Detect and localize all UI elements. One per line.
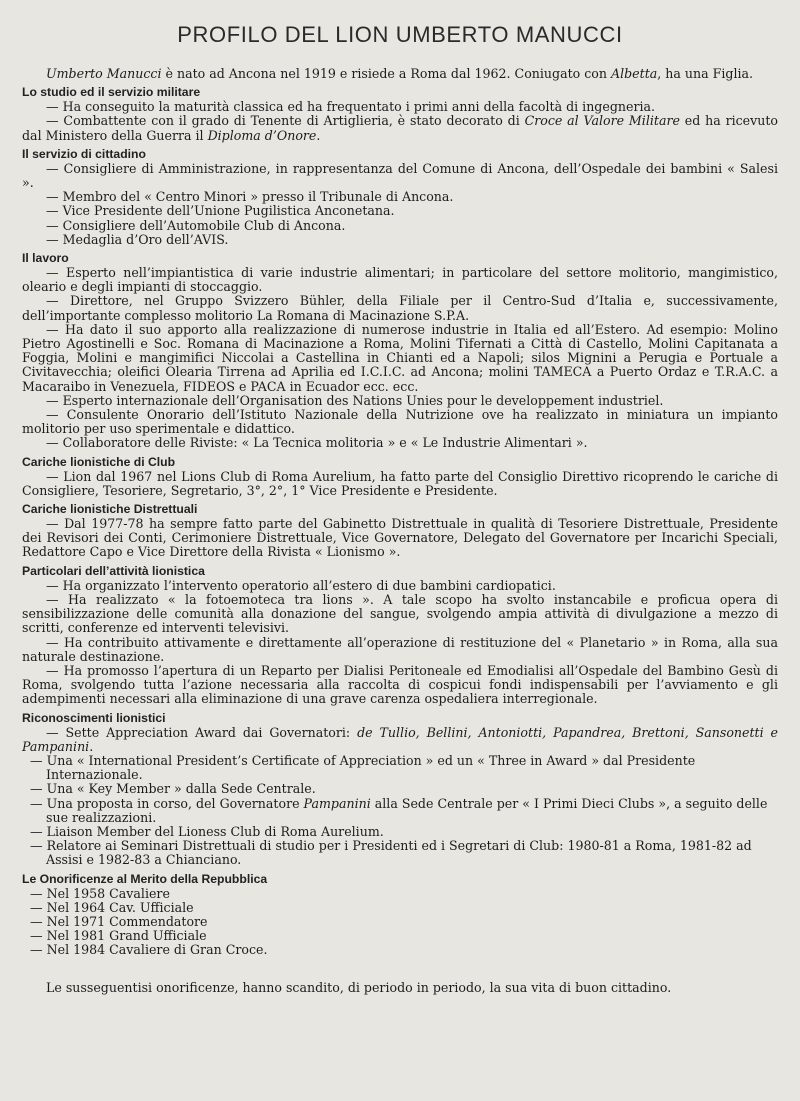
section-item — [22, 190, 778, 204]
section-item — [22, 901, 778, 915]
text-run: — Ha realizzato « la fotoemoteca tra lions ». A tale scopo ha svolto instancabile e proficua opera di sensibilizzazione delle comunità alla donazione del sangue, svolgendo ampia attività di divulgazione a mezzo di scritti, conferenze ed interventi televisivi. — [22, 591, 778, 636]
section — [22, 455, 778, 498]
section-item — [22, 943, 778, 957]
section-item — [22, 204, 778, 218]
section-item — [22, 294, 778, 322]
section — [22, 502, 778, 560]
section-item — [22, 517, 778, 560]
section-heading: Le Onorificenze al Merito della Repubblica — [22, 871, 268, 886]
italic-text: de Tullio, Bellini, Antoniotti, Papandrea, Brettoni, Sansonetti e Pampanini — [22, 724, 778, 754]
text-run: — Collaboratore delle Riviste: « La Tecnica molitoria » e « Le Industrie Alimentari ». — [46, 435, 588, 451]
section — [22, 147, 778, 247]
section-heading: Cariche lionistiche di Club — [22, 454, 176, 469]
text-run: . — [316, 127, 321, 143]
section-item — [22, 825, 778, 839]
italic-text: Croce al Valore Militare — [524, 113, 680, 129]
section-item — [22, 470, 778, 498]
section-item — [22, 579, 778, 593]
text-run: — Una « International President’s Certificate of Appreciation » ed un « Three in Award » dal Presidente Internazionale. — [30, 752, 696, 783]
section-item — [22, 636, 778, 664]
text-run: — Ha organizzato l’intervento operatorio all’estero di due bambini cardiopatici. — [46, 577, 556, 593]
sections-container — [22, 85, 778, 957]
text-run: — Esperto internazionale dell’Organisation des Nations Unies pour le developpement industriel. — [46, 392, 664, 408]
section-item — [22, 887, 778, 901]
text-run: — Una proposta in corso, del Governatore — [30, 795, 304, 811]
text-run: — Nel 1964 Cav. Ufficiale — [30, 899, 194, 915]
text-run: — Ha contribuito attivamente e direttamente all’operazione di restituzione del « Planetario » in Roma, alla sua naturale destinazione. — [22, 634, 778, 664]
section-item — [22, 915, 778, 929]
italic-text: Pampanini — [303, 795, 371, 811]
text-run: ed ha ricevuto dal Ministero della Guerra il — [22, 113, 779, 143]
text-run: — Nel 1984 Cavaliere di Gran Croce. — [30, 942, 268, 958]
section — [22, 85, 778, 143]
section-item — [22, 593, 778, 636]
section-heading: Il lavoro — [22, 251, 69, 266]
text-run: è nato ad Ancona nel 1919 e risiede a Roma dal 1962. Coniugato con — [161, 66, 611, 81]
section-item — [22, 664, 778, 707]
section-heading: Lo studio ed il servizio militare — [22, 85, 201, 100]
text-run: — Relatore ai Seminari Distrettuali di studio per i Presidenti ed i Segretari di Club: 1980-81 a Roma, 1981-82 ad Assisi e 1982-83 a Chianciano. — [30, 838, 752, 868]
section-item — [22, 394, 778, 408]
text-run: — Nel 1958 Cavaliere — [30, 885, 170, 901]
section-heading: Il servizio di cittadino — [22, 146, 146, 161]
italic-text: Albetta — [611, 66, 658, 81]
text-run: — Una « Key Member » dalla Sede Centrale. — [30, 781, 316, 797]
text-run: — Membro del « Centro Minori » presso il Tribunale di Ancona. — [46, 189, 454, 205]
text-run: — Medaglia d’Oro dell’AVIS. — [46, 231, 229, 247]
closing-paragraph: Le susseguentisi onorificenze, hanno scandito, di periodo in periodo, la sua vita di buon cittadino. — [46, 979, 672, 995]
text-run: — Vice Presidente dell’Unione Pugilistica Anconetana. — [46, 203, 395, 219]
section-item — [22, 233, 778, 247]
text-run: — Nel 1981 Grand Ufficiale — [30, 928, 207, 944]
text-run: — Consigliere dell’Automobile Club di Ancona. — [46, 217, 346, 233]
section-item — [22, 408, 778, 436]
section — [22, 251, 778, 451]
text-run: — Ha conseguito la maturità classica ed ha frequentato i primi anni della facoltà di ingegneria. — [46, 99, 656, 115]
section-heading: Particolari dell’attività lionistica — [22, 563, 205, 578]
text-run: — Dal 1977-78 ha sempre fatto parte del Gabinetto Distrettuale in qualità di Tesoriere Distrettuale, Presidente dei Revisori dei Conti, Cerimoniere Distrettuale, Vice Governatore, Delegato del Governatore per Incarichi Speciali, Redattore Capo e Vice Direttore della Rivista « Lionismo ». — [22, 516, 778, 560]
italic-text: Diploma d’Onore — [207, 127, 317, 143]
section-heading: Cariche lionistiche Distrettuali — [22, 502, 198, 517]
text-run: — Nel 1971 Commendatore — [30, 913, 208, 929]
section-item — [22, 839, 778, 867]
italic-text: Umberto Manucci — [46, 66, 162, 81]
section-item — [22, 782, 778, 796]
intro-paragraph — [22, 66, 778, 81]
text-run: — Esperto nell’impiantistica di varie industrie alimentari; in particolare del settore molitorio, mangimistico, oleario e degli impianti di stoccaggio. — [22, 265, 778, 295]
text-run: , ha una Figlia. — [657, 66, 754, 81]
text-run: — Consulente Onorario dell’Istituto Nazionale della Nutrizione ove ha realizzato in miniatura un impianto molitorio per uso sperimentale e didattico. — [22, 407, 778, 437]
section-item — [22, 797, 778, 825]
section-item — [22, 323, 778, 394]
text-run: — Lion dal 1967 nel Lions Club di Roma Aurelium, ha fatto parte del Consiglio Direttivo ricoprendo le cariche di Consigliere, Tesoriere, Segretario, 3°, 2°, 1° Vice Presidente e Presidente. — [22, 468, 778, 498]
text-run: . — [89, 738, 94, 754]
section-item — [22, 754, 778, 782]
section-item — [22, 114, 778, 142]
text-run: — Direttore, nel Gruppo Svizzero Bühler, della Filiale per il Centro-Sud d’Italia e, successivamente, dell’importante complesso molitorio La Romana di Macinazione S.P.A. — [22, 293, 778, 323]
section-heading: Riconoscimenti lionistici — [22, 710, 166, 725]
text-run: — Combattente con il grado di Tenente di Artiglieria, è stato decorato di — [46, 113, 525, 129]
section-item — [22, 266, 778, 294]
section-item — [22, 162, 778, 190]
text-run: — Consigliere di Amministrazione, in rappresentanza del Comune di Ancona, dell’Ospedale dei bambini « Salesi ». — [22, 160, 778, 191]
section-item — [22, 436, 778, 450]
text-run: — Ha dato il suo apporto alla realizzazione di numerose industrie in Italia ed all’Estero. Ad esempio: Molino Pietro Agostinelli e Soc. Romana di Macinazione a Roma, Molini Tifernati a Città di Castello, Molini Capitanata a Foggia, Molini e mangimifici Niccolai a Castellina in Chianti ed a Napoli; silos Mignini a Perugia e Portuale a Civitavecchia; oleifici Olearia Tirrena ad Aprilia ed I.C.I.C. ad Ancona; molini TAMECA a Puerto Ordaz e T.R.A.C. a Macaraibo in Venezuela, FIDEOS e PACA in Ecuador ecc. ecc. — [22, 321, 778, 394]
section-item — [22, 726, 778, 754]
section-item — [22, 219, 778, 233]
section — [22, 711, 778, 868]
text-run: alla Sede Centrale per « I Primi Dieci Clubs », a seguito delle sue realizzazioni. — [46, 795, 768, 825]
section-item — [22, 100, 778, 114]
page-title: PROFILO DEL LION UMBERTO MANUCCI — [177, 22, 623, 47]
text-run: — Liaison Member del Lioness Club di Roma Aurelium. — [30, 823, 384, 839]
section-item — [22, 929, 778, 943]
section — [22, 872, 778, 958]
text-run: — Ha promosso l’apertura di un Reparto per Dialisi Peritoneale ed Emodialisi all’Ospedale del Bambino Gesù di Roma, svolgendo tutta l’azione necessaria alla raccolta di cospicui fondi indispensabili per l’avviamento e gli adempimenti necessari alla eliminazione di una grave carenza ospedaliera interregionale. — [22, 662, 778, 707]
text-run: — Sette Appreciation Award dai Governatori: — [46, 724, 358, 740]
section — [22, 564, 778, 707]
